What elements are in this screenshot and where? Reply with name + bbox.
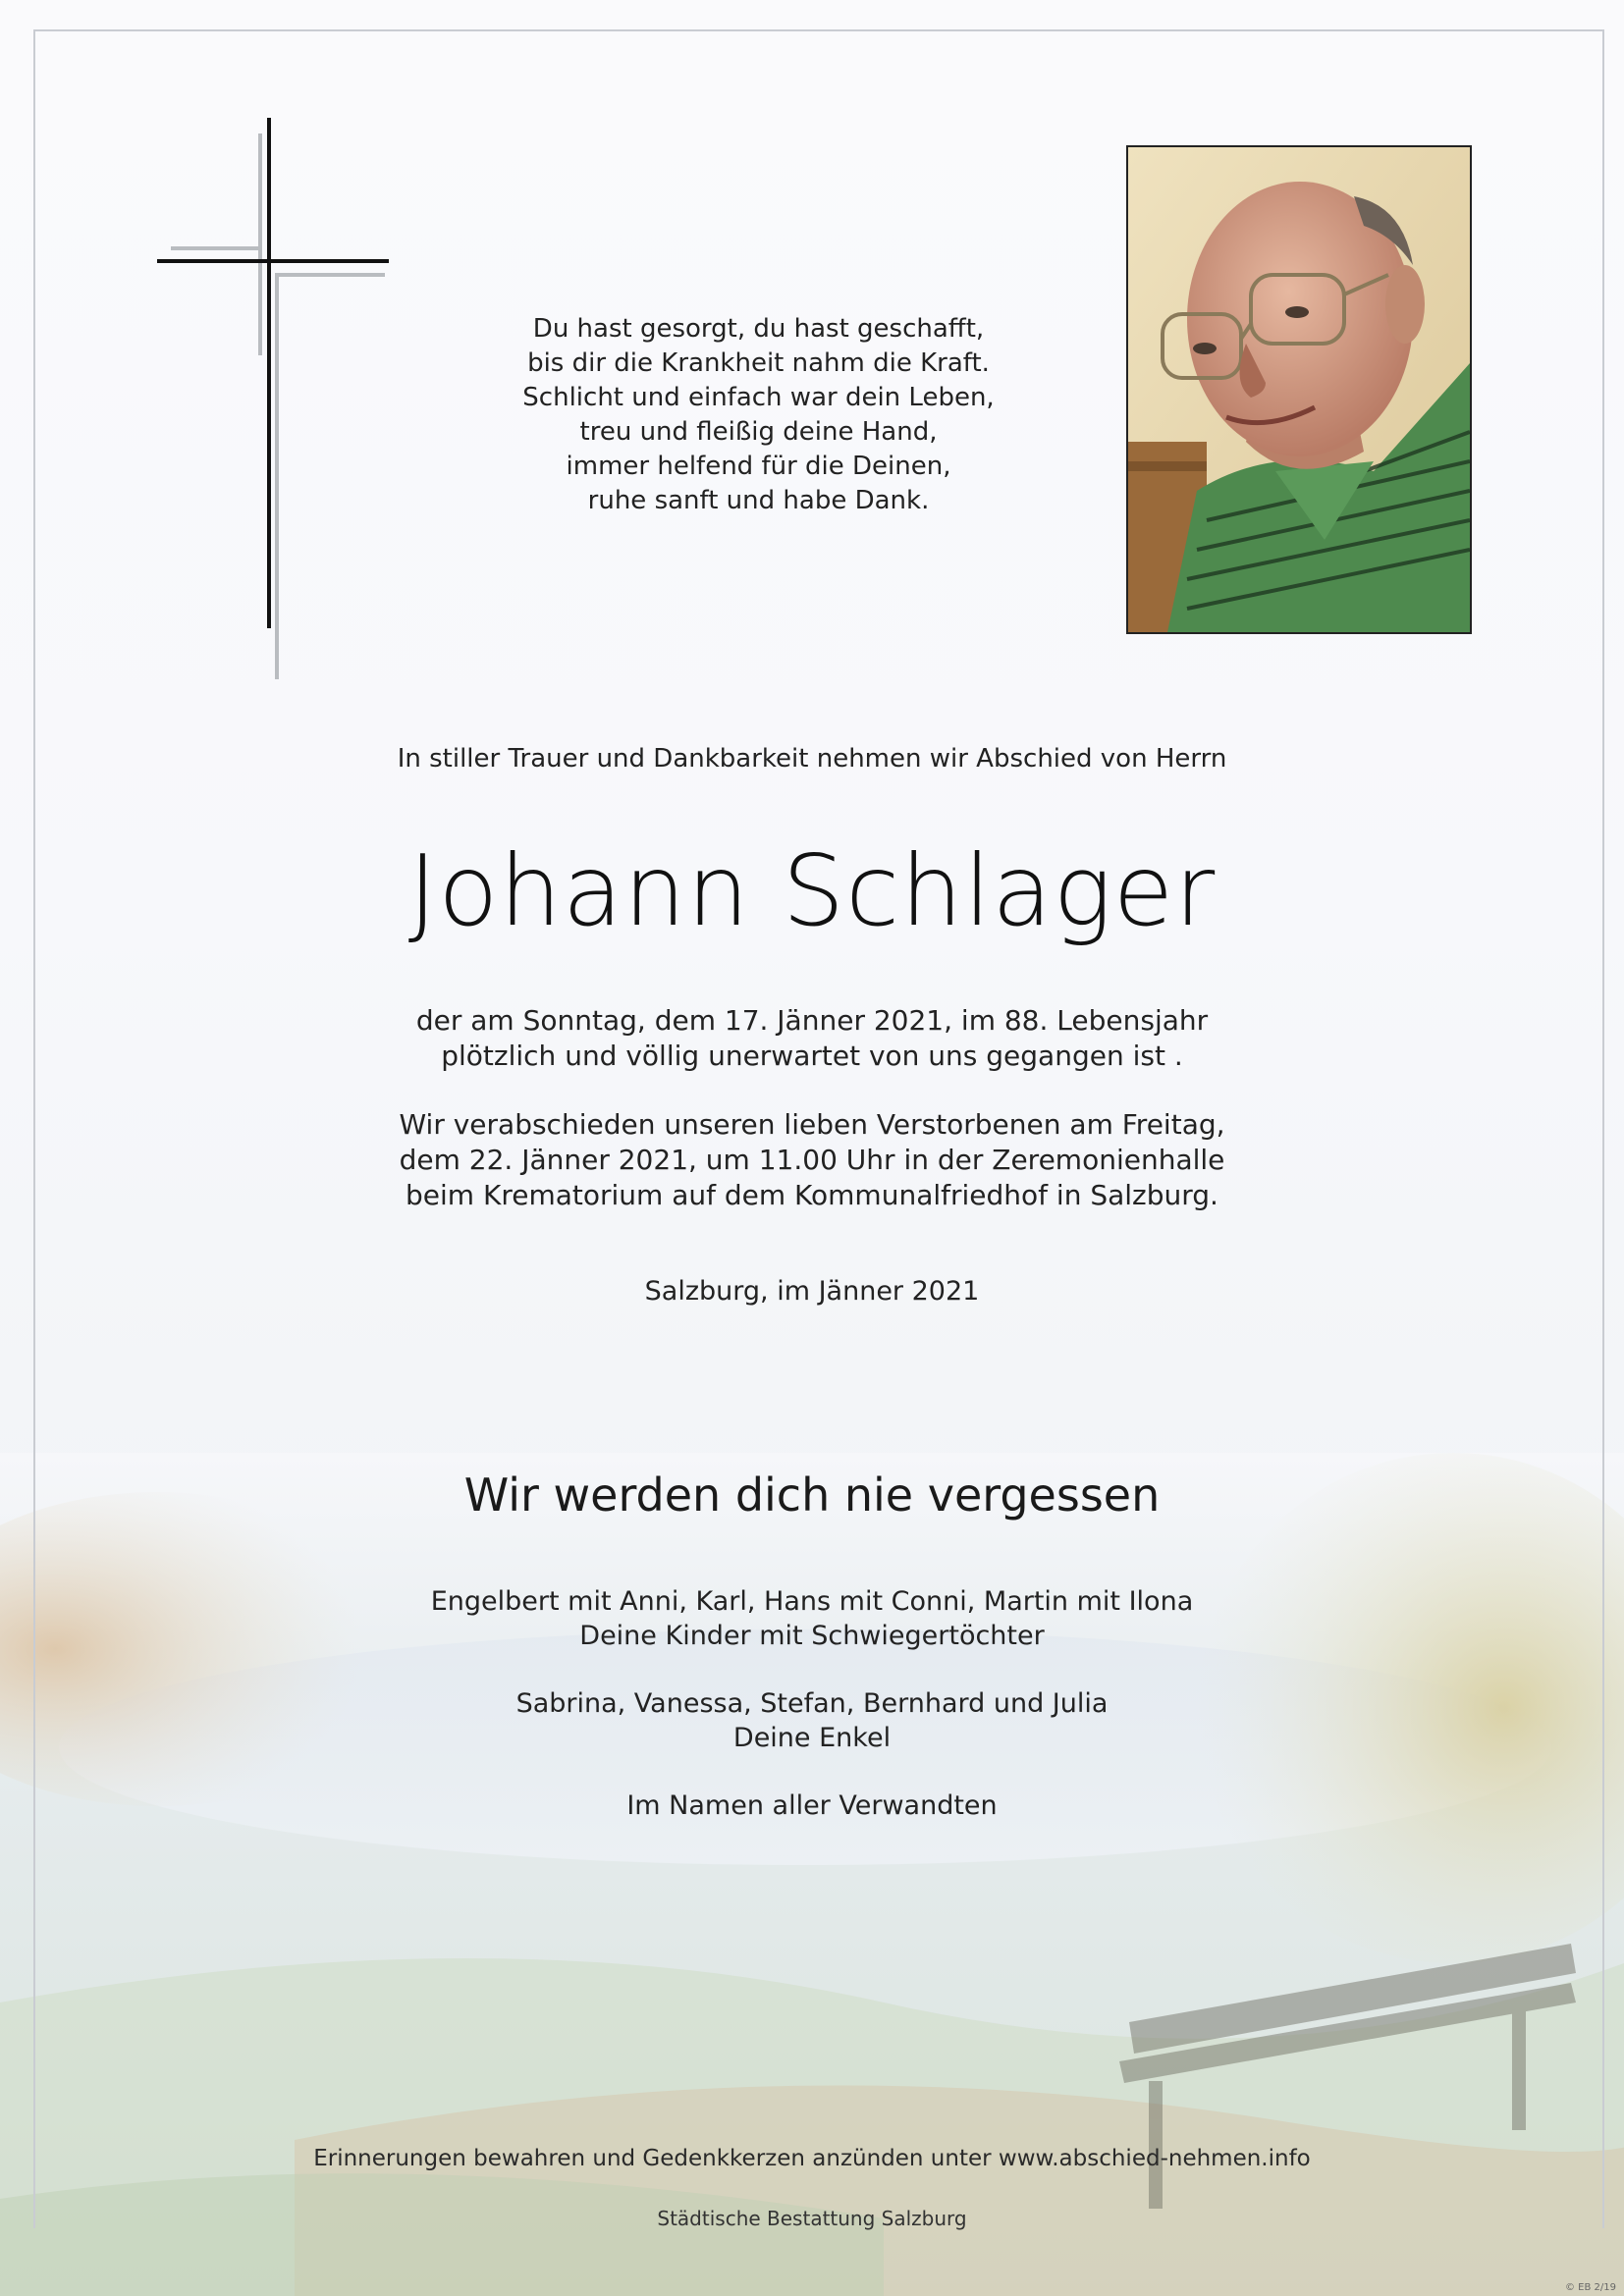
place-date: Salzburg, im Jänner 2021 — [644, 1276, 980, 1307]
poem-line: immer helfend für die Deinen, — [566, 452, 951, 481]
funeral-info-line: dem 22. Jänner 2021, um 11.00 Uhr in der Zeremonienhalle — [399, 1144, 1225, 1176]
deceased-name: Johann Schlager — [407, 833, 1217, 948]
grandchildren-group — [0, 1686, 1624, 1755]
funeral-home-name: Städtische Bestattung Salzburg — [657, 2207, 967, 2230]
poem-line: Schlicht und einfach war dein Leben, — [522, 383, 995, 412]
motto: Wir werden dich nie vergessen — [463, 1468, 1161, 1522]
template-code: © EB 2/19 — [1565, 2282, 1616, 2293]
funeral-info — [0, 1107, 1624, 1213]
poem-line: Du hast gesorgt, du hast geschafft, — [532, 314, 985, 344]
portrait-photo — [1126, 145, 1472, 634]
portrait-illustration — [1128, 147, 1470, 632]
cross-icon — [147, 108, 403, 697]
funeral-info-line: Wir verabschieden unseren lieben Verstorbenen am Freitag, — [399, 1108, 1225, 1141]
death-info — [0, 1003, 1624, 1074]
death-info-line: plötzlich und völlig unerwartet von uns gegangen ist . — [441, 1040, 1183, 1072]
poem-line: ruhe sanft und habe Dank. — [587, 486, 930, 515]
intro-text: In stiller Trauer und Dankbarkeit nehmen wir Abschied von Herrn — [397, 744, 1227, 774]
death-info-line: der am Sonntag, dem 17. Jänner 2021, im 88. Lebensjahr — [415, 1004, 1209, 1037]
children-names: Engelbert mit Anni, Karl, Hans mit Conni, Martin mit Ilona — [430, 1586, 1194, 1617]
memorial-website-text: Erinnerungen bewahren und Gedenkkerzen anzünden unter www.abschied-nehmen.info — [313, 2146, 1311, 2171]
children-group — [0, 1584, 1624, 1653]
family-list — [0, 1584, 1624, 1823]
funeral-info-line: beim Krematorium auf dem Kommunalfriedhof in Salzburg. — [406, 1179, 1218, 1211]
grandchildren-names: Sabrina, Vanessa, Stefan, Bernhard und Julia — [515, 1688, 1109, 1719]
children-label: Deine Kinder mit Schwiegertöchter — [579, 1621, 1045, 1651]
poem — [442, 312, 1075, 518]
poem-line: treu und fleißig deine Hand, — [579, 417, 938, 447]
poem-line: bis dir die Krankheit nahm die Kraft. — [527, 348, 990, 378]
relatives-line: Im Namen aller Verwandten — [626, 1790, 998, 1821]
grandchildren-label: Deine Enkel — [732, 1723, 892, 1753]
